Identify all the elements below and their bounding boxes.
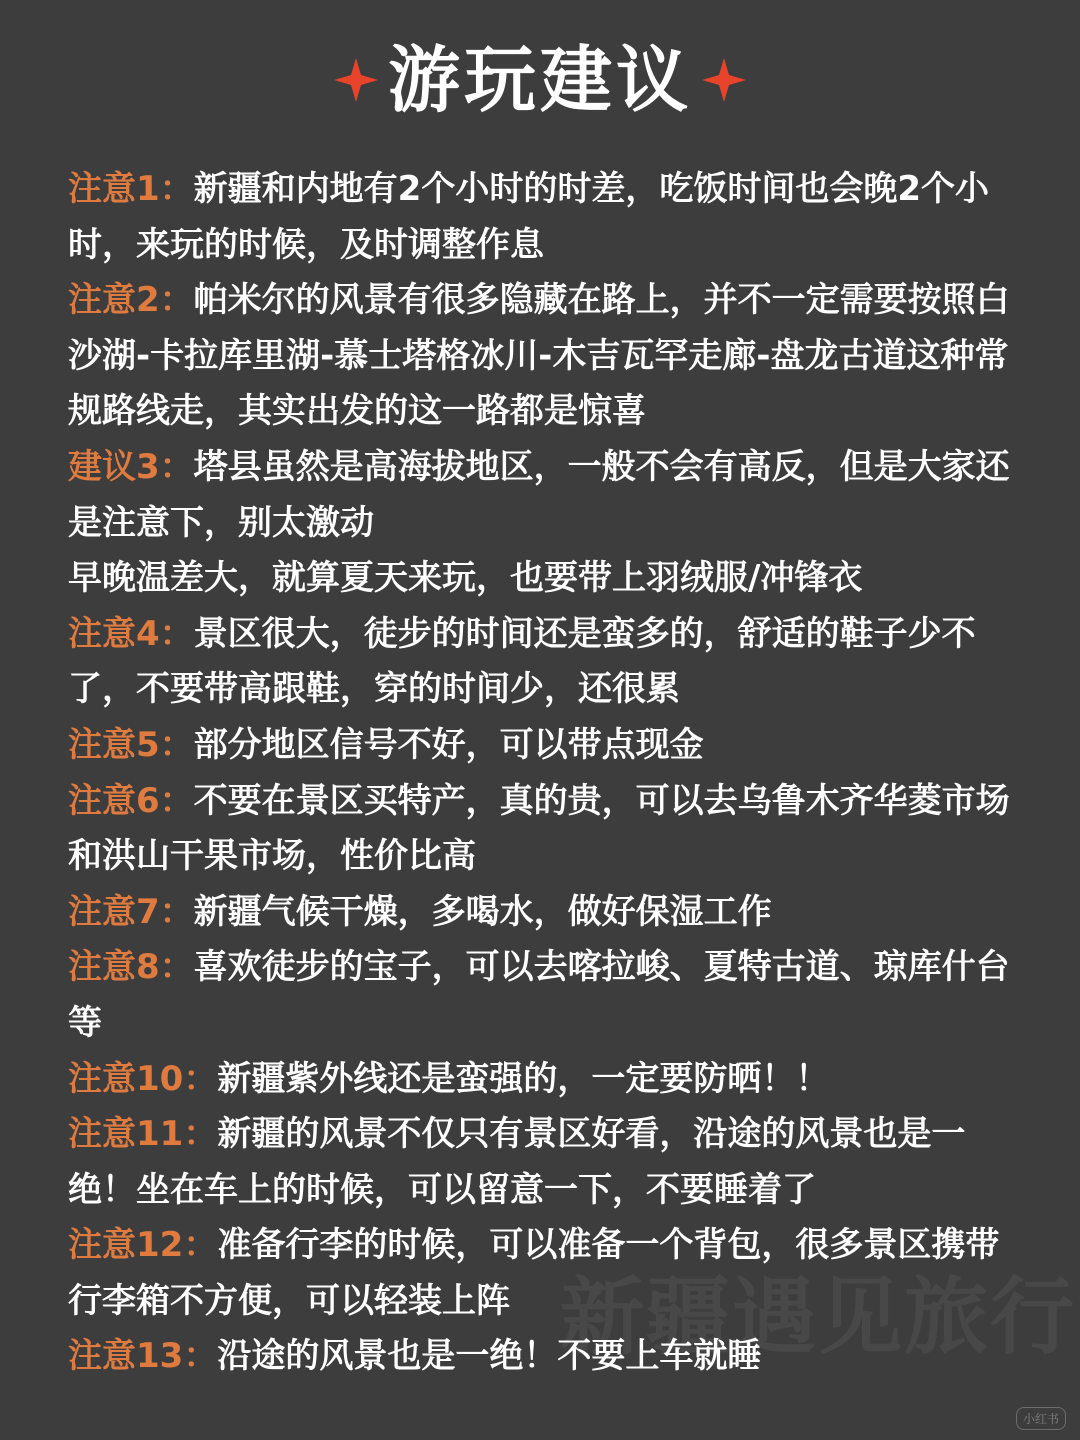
page-title: 游玩建议: [387, 38, 692, 122]
tip-text: 帕米尔的风景有很多隐藏在路上，并不一定需要按照白沙湖-卡拉库里湖-慕士塔格冰川-木吉瓦罕走廊-盘龙古道这种常规路线走，其实出发的这一路都是惊喜: [68, 280, 1010, 432]
tip-item: [68, 607, 1018, 718]
tip-text: 新疆紫外线还是蛮强的，一定要防晒！！: [217, 1058, 830, 1099]
tips-list: [68, 162, 1018, 1385]
tip-text: 塔县虽然是高海拔地区，一般不会有高反，但是大家还是注意下，别太激动: [68, 446, 1010, 543]
tip-label: 注意11：: [68, 1114, 218, 1155]
tip-text: 喜欢徒步的宝子，可以去喀拉峻、夏特古道、琼库什台等: [68, 947, 1010, 1043]
tip-text: 沿途的风景也是一绝！不要上车就睡: [217, 1336, 762, 1377]
corner-badge: 小红书: [1016, 1407, 1066, 1430]
tip-text: 准备行李的时候，可以准备一个背包，很多景区携带行李箱不方便，可以轻装上阵: [68, 1225, 1000, 1321]
tip-label: 建议3：: [68, 446, 194, 487]
tip-item: [68, 273, 1018, 440]
tip-item: [68, 940, 1018, 1051]
tip-text: 景区很大，徒步的时间还是蛮多的，舒适的鞋子少不了，不要带高跟鞋，穿的时间少，还很累: [68, 613, 976, 710]
red-star-icon-right: [702, 58, 746, 102]
tip-label: 注意4：: [68, 613, 194, 654]
tip-item: [68, 440, 1018, 551]
tip-text: 早晚温差大，就算夏天来玩，也要带上羽绒服/冲锋衣: [68, 558, 863, 599]
tip-label: 注意2：: [68, 280, 194, 321]
tip-label: 注意8：: [68, 947, 194, 988]
tip-text: 新疆的风景不仅只有景区好看，沿途的风景也是一绝！坐在车上的时候，可以留意一下，不要睡着了: [68, 1114, 966, 1210]
header: [0, 30, 1080, 130]
tip-text: 不要在景区买特产，真的贵，可以去乌鲁木齐华菱市场和洪山干果市场，性价比高: [68, 780, 1010, 877]
tip-label: 注意13：: [68, 1336, 218, 1377]
tip-label: 注意6：: [68, 780, 194, 821]
tip-item: [68, 774, 1018, 885]
tip-text: 新疆气候干燥，多喝水，做好保湿工作: [193, 891, 772, 932]
tip-label: 注意5：: [68, 724, 194, 765]
tip-item: [68, 1107, 1018, 1218]
tip-label: 注意7：: [68, 891, 194, 932]
tip-label: 注意12：: [68, 1225, 218, 1266]
tip-item: [68, 1052, 1018, 1108]
tip-text: 部分地区信号不好，可以带点现金: [193, 724, 704, 765]
tip-item: [68, 162, 1018, 273]
red-star-icon-left: [334, 58, 378, 102]
tip-item: [68, 718, 1018, 774]
tip-text: 新疆和内地有2个小时的时差，吃饭时间也会晚2个小时，来玩的时候，及时调整作息: [68, 169, 989, 265]
tip-label: 注意10：: [68, 1058, 218, 1099]
tip-label: 注意1：: [68, 169, 194, 209]
watermark: 新疆遇见旅行: [560, 1268, 1077, 1366]
tip-item: [68, 885, 1018, 941]
tip-item: [68, 551, 1018, 607]
